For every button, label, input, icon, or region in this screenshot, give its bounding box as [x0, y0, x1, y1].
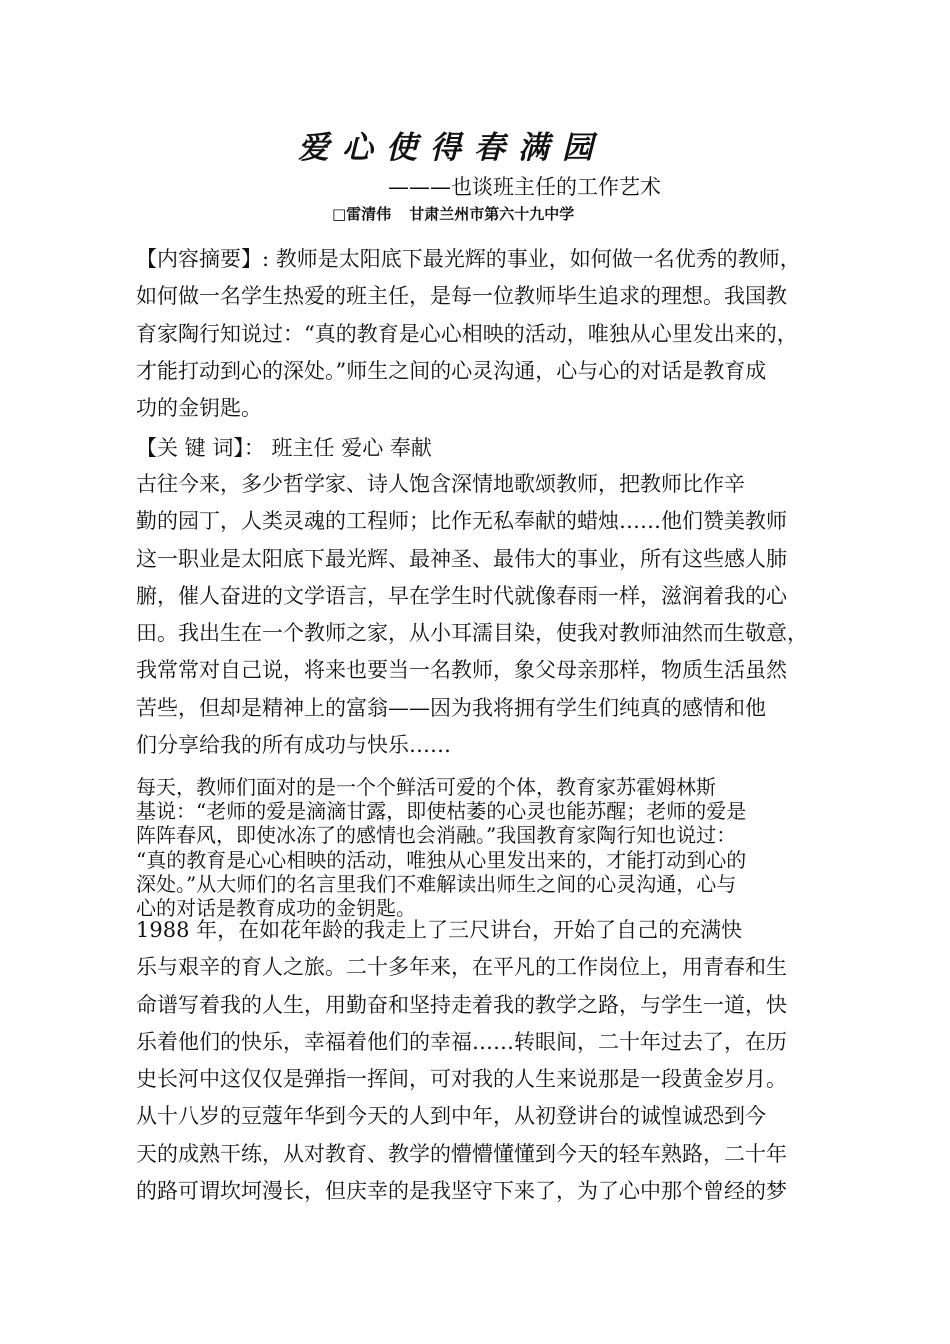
paragraph-line: 阵阵春风，即使冰冻了的感情也会消融。”我国教育家陶行知也说过：: [136, 823, 737, 848]
paragraph-line: 从十八岁的豆蔻年华到今天的人到中年，从初登讲台的诚惶诚恐到今: [136, 1104, 766, 1129]
paragraph-line: 命谱写着我的人生，用勤奋和坚持走着我的教学之路，与学生一道，快: [136, 992, 787, 1017]
paragraph-line: 的路可谓坎坷漫长，但庆幸的是我坚守下来了，为了心中那个曾经的梦: [136, 1179, 787, 1204]
paragraph-line: 每天，教师们面对的是一个个鲜活可爱的个体，教育家苏霍姆林斯: [136, 775, 716, 799]
paragraph-line: 基说：“老师的爱是滴滴甘露，即使枯萎的心灵也能苏醒；老师的爱是: [136, 799, 747, 824]
paragraph-line: 天的成熟干练，从对教育、教学的懵懵懂懂到今天的轻车熟路，二十年: [136, 1141, 787, 1166]
abstract-line: 【内容摘要】: 教师是太阳底下最光辉的事业，如何做一名优秀的教师，: [136, 247, 801, 271]
paragraph-line: 苦些，但却是精神上的富翁——因为我将拥有学生们纯真的感情和他: [136, 695, 766, 720]
paragraph-line: “真的教育是心心相映的活动，唯独从心里发出来的，才能打动到心的: [136, 847, 747, 872]
paragraph-line: 勤的园丁，人类灵魂的工程师；比作无私奉献的蜡烛……他们赞美教师: [136, 509, 787, 534]
article-title: 爱心使得春满园: [298, 130, 606, 166]
paragraph-line: 古往今来，多少哲学家、诗人饱含深情地歌颂教师，把教师比作辛: [136, 472, 745, 496]
body-paragraph-1: [136, 466, 826, 764]
paragraph-line: 1988 年，在如花年龄的我走上了三尺讲台，开始了自己的充满快: [136, 918, 743, 942]
abstract-line: 如何做一名学生热爱的班主任，是每一位教师毕生追求的理想。我国教: [136, 284, 787, 309]
paragraph-line: 心的对话是教育成功的金钥匙。: [136, 895, 416, 920]
paragraph-line: 深处。”从大师们的名言里我们不难解读出师生之间的心灵沟通，心与: [136, 871, 737, 896]
paragraph-line: 这一职业是太阳底下最光辉、最神圣、最伟大的事业，所有这些感人肺: [136, 546, 787, 571]
paragraph-line: 乐与艰辛的育人之旅。二十多年来，在平凡的工作岗位上，用青春和生: [136, 955, 787, 980]
paragraph-line: 们分享给我的所有成功与快乐……: [136, 733, 451, 758]
author-affiliation: 甘肃兰州市第六十九中学: [409, 205, 575, 223]
abstract-line: 育家陶行知说过：“真的教育是心心相映的活动，唯独从心里发出来的，: [136, 321, 798, 346]
paragraph-line: 我常常对自己说，将来也要当一名教师，象父母亲那样，物质生活虽然: [136, 658, 787, 683]
paragraph-line: 田。我出生在一个教师之家，从小耳濡目染，使我对教师油然而生敬意，: [136, 621, 808, 646]
keywords-section: [136, 430, 826, 467]
paragraph-line: 史长河中这仅仅是弹指一挥间，可对我的人生来说那是一段黄金岁月。: [136, 1067, 787, 1092]
author-line: [332, 203, 574, 225]
abstract-line: 功的金钥匙。: [136, 396, 262, 421]
keywords-line: 【关 键 词】： 班主任 爱心 奉献: [136, 436, 432, 460]
article-subtitle: ———也谈班主任的工作艺术: [388, 175, 661, 199]
abstract-section: [136, 241, 826, 427]
author-name: □雷清伟: [332, 205, 392, 223]
abstract-line: 才能打动到心的深处。”师生之间的心灵沟通，心与心的对话是教育成: [136, 358, 767, 383]
paragraph-line: 乐着他们的快乐，幸福着他们的幸福……转眼间，二十年过去了，在历: [136, 1029, 787, 1054]
body-paragraph-2: [136, 775, 826, 920]
paragraph-line: 腑，催人奋进的文学语言，早在学生时代就像春雨一样，滋润着我的心: [136, 583, 787, 608]
body-paragraph-3: [136, 912, 826, 1210]
